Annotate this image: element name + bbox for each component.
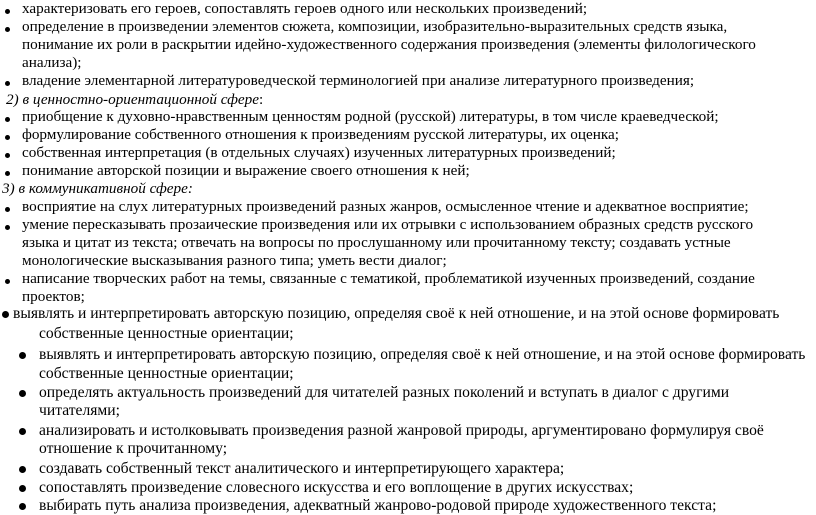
- bullet-icon: [5, 9, 10, 14]
- list-item: создавать собственный текст аналитического и интерпретирующего характера;: [39, 460, 565, 477]
- bullet-icon: [19, 485, 26, 492]
- list-item-continuation: языка и цитат из текста; отвечать на вопросы по прослушанному или прочитанному тексту; создавать устные: [22, 234, 731, 251]
- bullet-icon: [5, 153, 10, 158]
- list-item: выявлять и интерпретировать авторскую позицию, определяя своё к ней отношение, и на этой основе формировать: [13, 305, 780, 322]
- bullet-icon: [5, 279, 10, 284]
- bullet-icon: [19, 466, 26, 473]
- bullet-icon: [5, 135, 10, 140]
- bullet-icon: [19, 352, 26, 359]
- bullet-icon: [5, 207, 10, 212]
- list-item-continuation: проектов;: [22, 288, 85, 305]
- list-item: владение элементарной литературоведческой терминологией при анализе литературного произведения;: [22, 72, 695, 89]
- bullet-icon: [19, 390, 26, 397]
- list-item: восприятие на слух литературных произведений разных жанров, осмысленное чтение и адекватное восприятие;: [22, 198, 749, 215]
- list-item-continuation: отношение к прочитанному;: [39, 440, 228, 457]
- list-item-continuation: читателями;: [39, 402, 120, 419]
- list-item: понимание авторской позиции и выражение своего отношения к ней;: [22, 162, 470, 179]
- list-item: собственная интерпретация (в отдельных случаях) изученных литературных произведений;: [22, 144, 616, 161]
- section-heading: 3) в коммуникативной сфере:: [2, 180, 193, 197]
- bullet-icon: [5, 225, 10, 230]
- list-item-continuation: собственные ценностные ориентации;: [39, 365, 294, 382]
- list-item: формулирование собственного отношения к произведениям русской литературы, их оценка;: [22, 126, 619, 143]
- bullet-icon: [5, 117, 10, 122]
- list-item: определение в произведении элементов сюжета, композиции, изобразительно-выразительных средств языка,: [22, 18, 728, 35]
- bullet-icon: [5, 27, 10, 32]
- section-number: 2): [6, 91, 19, 108]
- list-item-continuation: монологические высказывания разного типа; уметь вести диалог;: [22, 252, 447, 269]
- section-suffix: :: [258, 91, 264, 108]
- list-item: выявлять и интерпретировать авторскую позицию, определяя своё к ней отношение, и на этой основе формировать: [39, 346, 806, 363]
- list-item: умение пересказывать прозаические произведения или их отрывки с использованием образных средств русского: [22, 216, 754, 233]
- section-heading: [6, 91, 263, 109]
- list-item: написание творческих работ на темы, связанные с тематикой, проблематикой изученных произведений, создание: [22, 270, 755, 287]
- list-item-continuation: анализа);: [22, 54, 82, 71]
- list-item: приобщение к духовно-нравственным ценностям родной (русской) литературы, в том числе краеведческой;: [22, 108, 719, 125]
- list-item: выбирать путь анализа произведения, адекватный жанрово-родовой природе художественного текста;: [39, 497, 717, 514]
- bullet-icon: [19, 503, 26, 510]
- list-item-continuation: собственные ценностные ориентации;: [39, 325, 294, 342]
- list-item: характеризовать его героев, сопоставлять героев одного или нескольких произведений;: [22, 0, 588, 17]
- list-item: сопоставлять произведение словесного искусства и его воплощение в других искусствах;: [39, 479, 634, 496]
- list-item: анализировать и истолковывать произведения разной жанровой природы, аргументировано формулируя своё: [39, 422, 764, 439]
- bullet-icon: [2, 311, 9, 318]
- list-item-continuation: понимание их роли в раскрытии идейно-художественного содержания произведения (элементы филологического: [22, 36, 756, 53]
- bullet-icon: [5, 81, 10, 86]
- bullet-icon: [19, 428, 26, 435]
- list-item: определять актуальность произведений для читателей разных поколений и вступать в диалог с другими: [39, 384, 730, 401]
- bullet-icon: [5, 171, 10, 176]
- section-title: в ценностно-ориентационной сфере: [22, 91, 259, 108]
